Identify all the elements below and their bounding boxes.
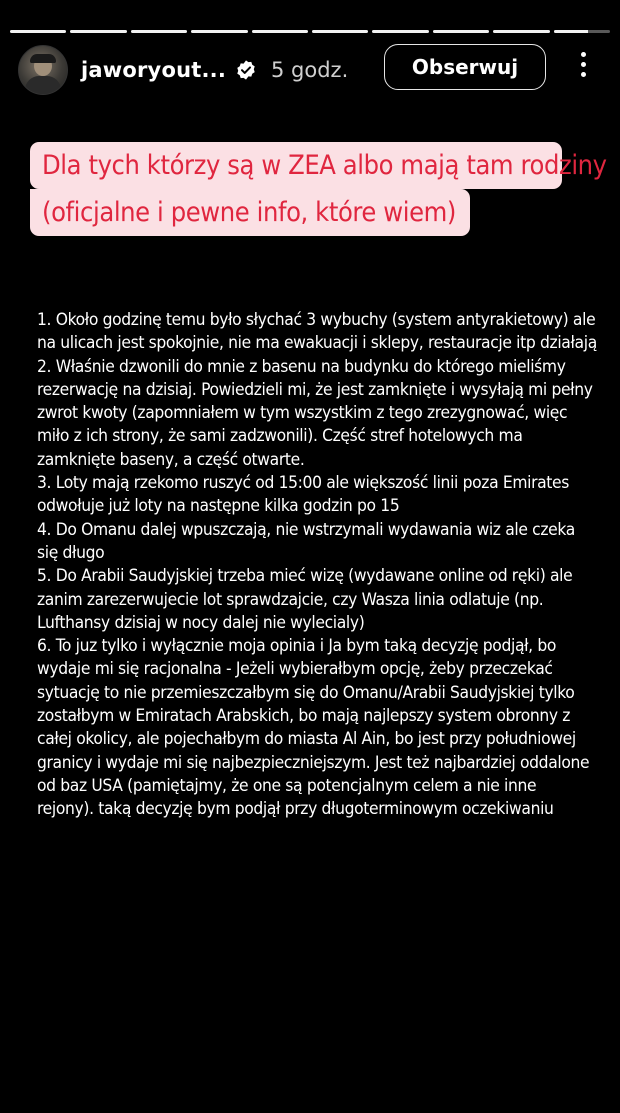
avatar-cap bbox=[30, 54, 56, 63]
avatar[interactable] bbox=[18, 45, 68, 95]
progress-segment bbox=[191, 30, 247, 33]
story-progress-bar bbox=[10, 30, 610, 33]
text-paragraph: 5. Do Arabii Saudyjskiej trzeba mieć wizę (wydawane online od ręki) ale zanim zarezerwujecie lot sprawdzajcie, czy Wasza linia odlatuje (np. Lufthansy dzisiaj w nocy dalej nie wylecialy) bbox=[37, 566, 577, 633]
follow-button[interactable]: Obserwuj bbox=[384, 44, 546, 90]
more-options-icon[interactable] bbox=[571, 52, 595, 82]
avatar-body bbox=[25, 76, 61, 95]
progress-segment bbox=[70, 30, 126, 33]
post-time: 5 godz. bbox=[271, 58, 349, 82]
banner-line-2: (oficjalne i pewne info, które wiem) bbox=[30, 189, 470, 236]
highlight-banner bbox=[30, 142, 607, 236]
banner-line-1: Dla tych którzy są w ZEA albo mają tam rodziny bbox=[30, 142, 562, 189]
story-header bbox=[18, 42, 602, 98]
text-paragraph: 1. Około godzinę temu było słychać 3 wybuchy (system antyrakietowy) ale na ulicach jest spokojnie, nie ma ewakuacji i sklepy, restauracje itp działają bbox=[37, 310, 600, 354]
progress-segment-current bbox=[554, 30, 610, 33]
text-paragraph: 2. Właśnie dzwonili do mnie z basenu na budynku do którego mieliśmy rezerwację na dzisiaj. Powiedzieli mi, że jest zamknięte i wysyłają mi pełny zwrot kwoty (zapomniałem w tym wszystkim z tego zrezygnować, więc miło z ich strony, że sami zadzwonili). Część stref hotelowych ma zamknięte baseny, a część otwarte. bbox=[37, 356, 598, 470]
story-text bbox=[37, 309, 600, 822]
progress-segment bbox=[493, 30, 549, 33]
progress-segment bbox=[10, 30, 66, 33]
progress-segment bbox=[131, 30, 187, 33]
username[interactable]: jaworyout... bbox=[81, 58, 226, 82]
text-paragraph: 6. To juz tylko i wyłącznie moja opinia i Ja bym taką decyzję podjął, bo wydaje mi się racjonalna - Jeżeli wybierałbym opcję, żeby przeczekać sytuację to nie przemieszczałbym się do Omanu/Arabii Saudyjskiej tylko zostałbym w Emiratach Arabskich, bo mają najlepszy system obronny z całej okolicy, ale pojechałbym do miasta Al Ain, bo jest przy południowej granicy i wydaje mi się najbezpieczniejszym. Jest też najbardziej oddalone od baz USA (pamiętajmy, że one są potencjalnym celem a nie inne rejony). taką decyzję bym podjął przy długoterminowym oczekiwaniu bbox=[37, 636, 594, 820]
text-paragraph: 3. Loty mają rzekomo ruszyć od 15:00 ale większość linii poza Emirates odwołuje już loty na następne kilka godzin po 15 bbox=[37, 473, 574, 517]
progress-segment bbox=[312, 30, 368, 33]
text-paragraph: 4. Do Omanu dalej wpuszczają, nie wstrzymali wydawania wiz ale czeka się długo bbox=[37, 519, 580, 563]
progress-segment bbox=[372, 30, 428, 33]
verified-badge-icon bbox=[235, 59, 257, 81]
progress-fill bbox=[554, 30, 588, 33]
progress-segment bbox=[433, 30, 489, 33]
progress-segment bbox=[252, 30, 308, 33]
